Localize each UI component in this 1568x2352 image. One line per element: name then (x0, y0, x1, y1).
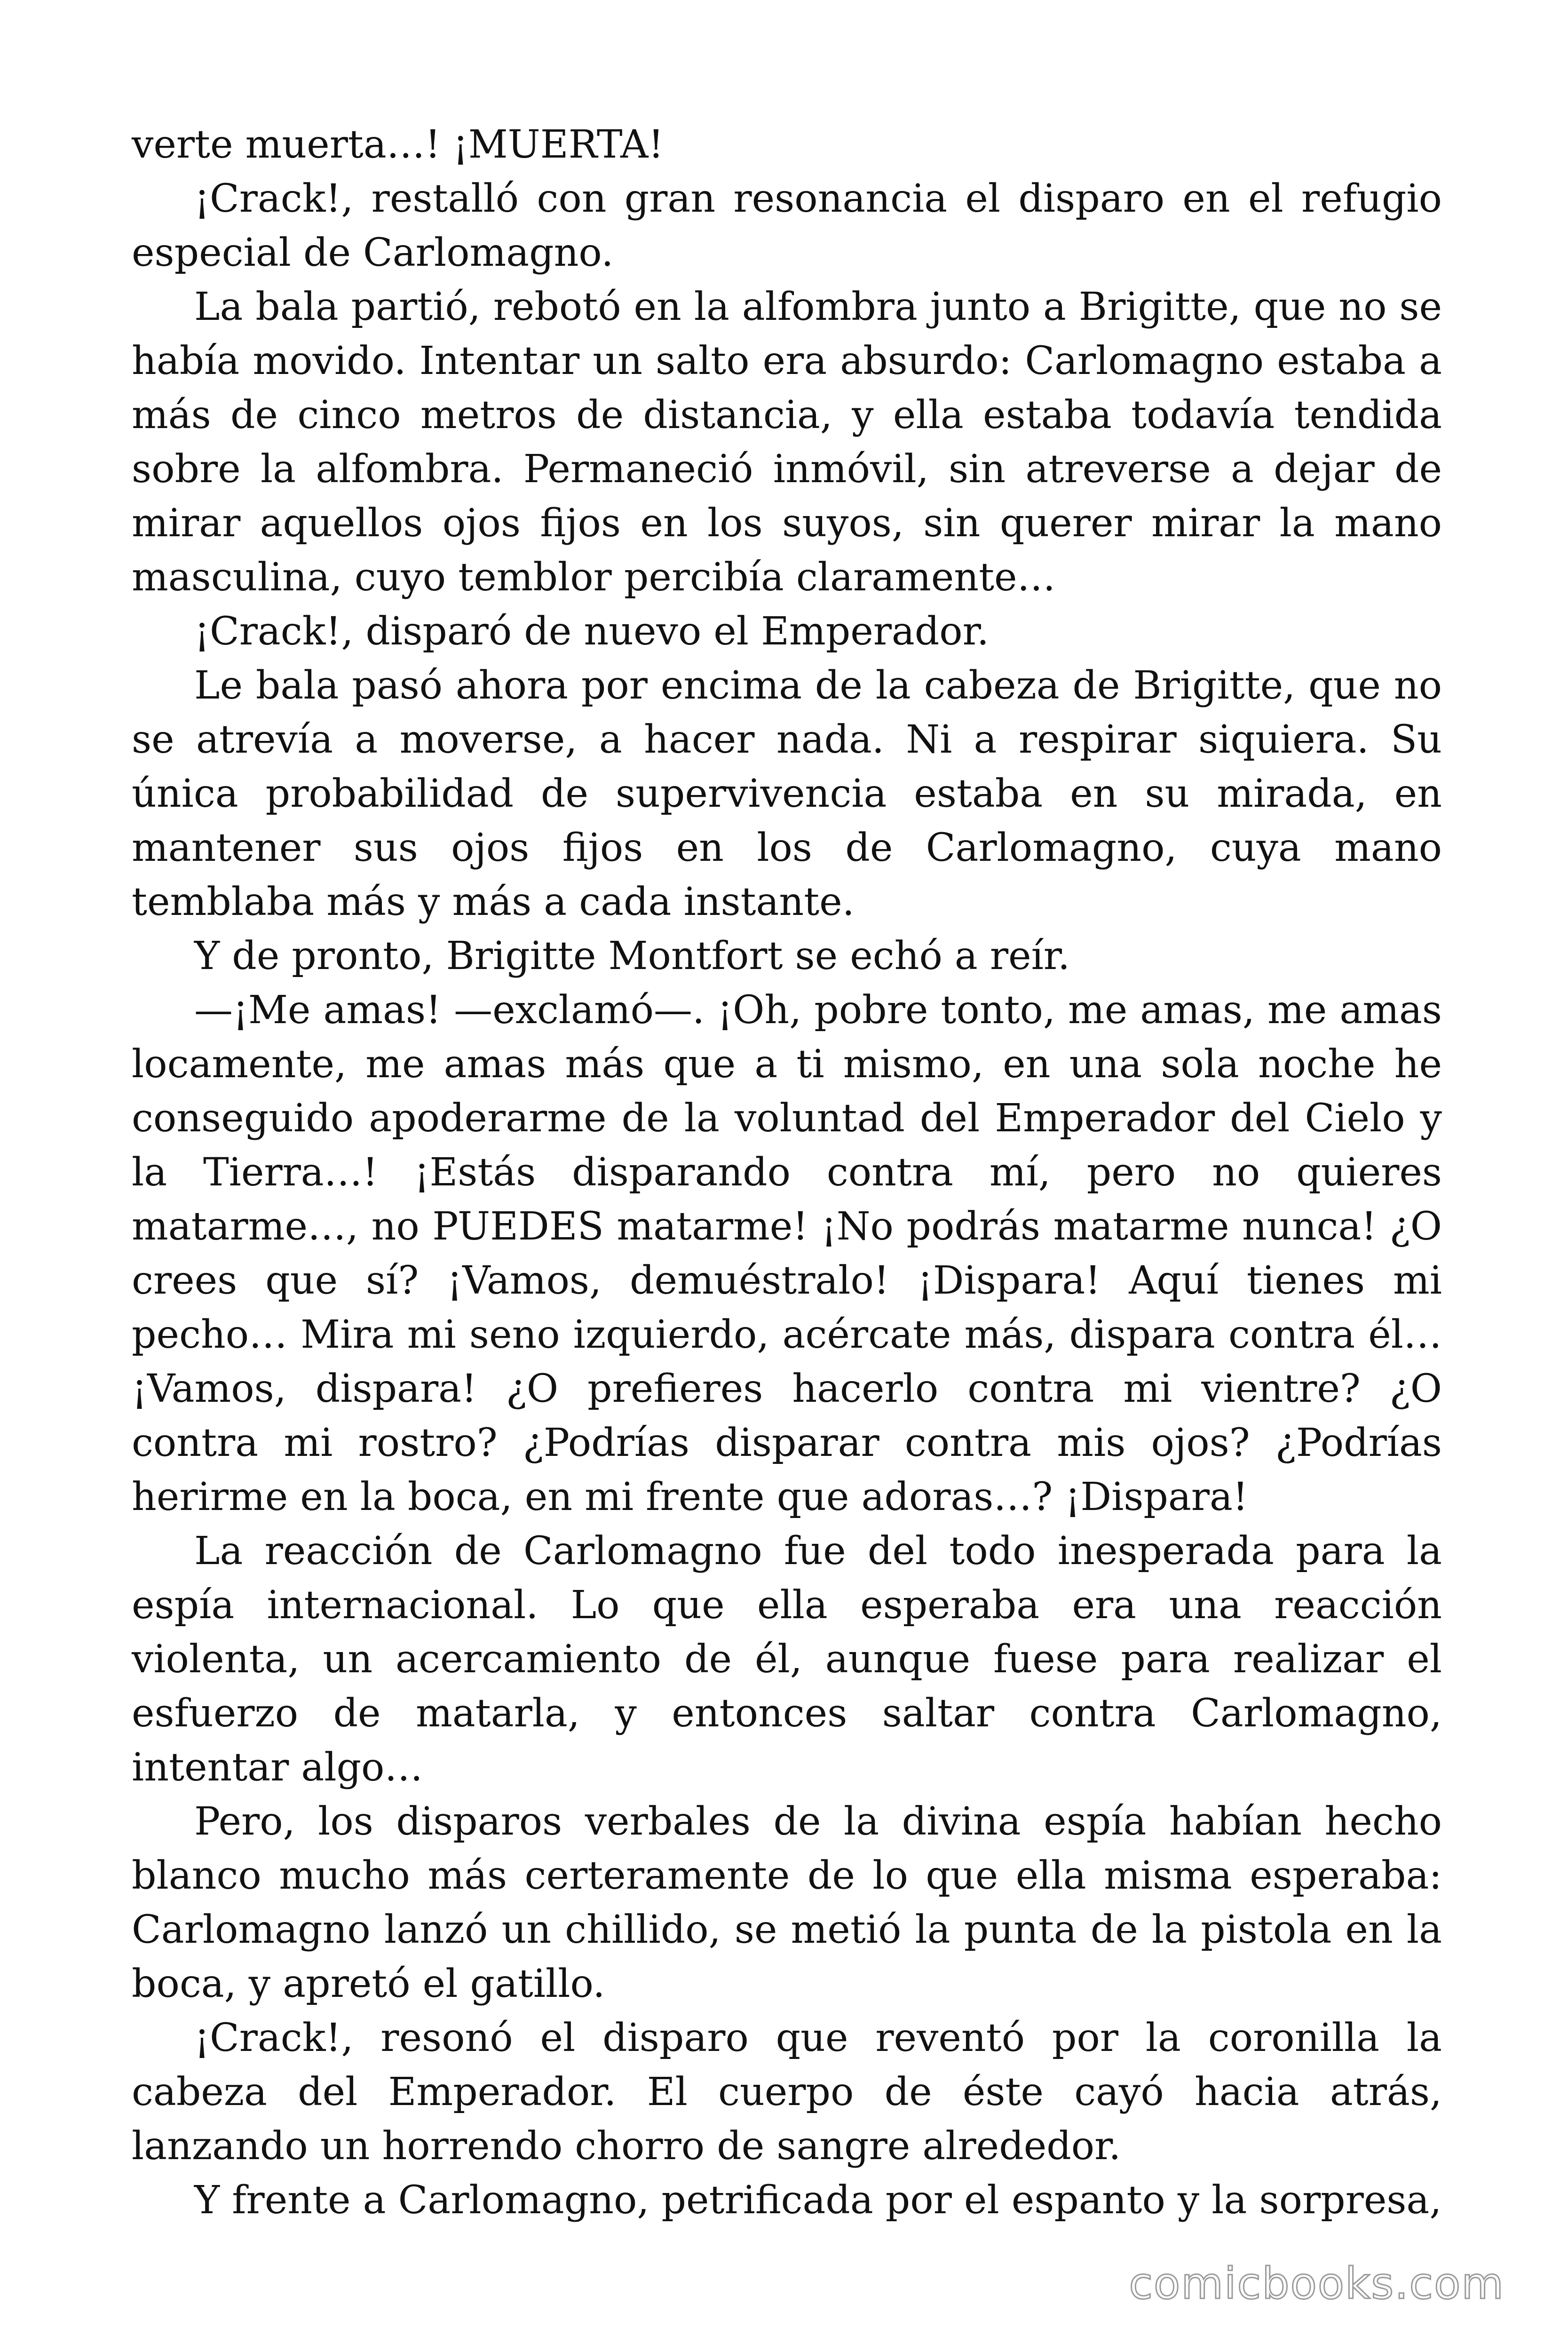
paragraph: —¡Me amas! —exclamó—. ¡Oh, pobre tonto, me amas, me amas locamente, me amas más que a ti mismo, en una sola noche he conseguido apoderarme de la voluntad del Emperador del Cielo y la Tierra…! ¡Estás disparando contra mí, pero no quieres matarme…, no PUEDES matarme! ¡No podrás matarme nunca! ¿O crees que sí? ¡Vamos, demuéstralo! ¡Dispara! Aquí tienes mi pecho… Mira mi seno izquierdo, acércate más, dispara contra él… ¡Vamos, dispara! ¿O prefieres hacerlo contra mi vientre? ¿O contra mi rostro? ¿Podrías disparar contra mis ojos? ¿Podrías herirme en la boca, en mi frente que adoras…? ¡Dispara! (132, 988, 1442, 1519)
paragraph: ¡Crack!, resonó el disparo que reventó por la coronilla la cabeza del Emperador. El cuerpo de éste cayó hacia atrás, lanzando un horrendo chorro de sangre alrededor. (132, 2016, 1442, 2169)
paragraph: La bala partió, rebotó en la alfombra junto a Brigitte, que no se había movido. Intentar un salto era absurdo: Carlomagno estaba a más de cinco metros de distancia, y ella estaba todavía tendida sobre la alfombra. Permaneció inmóvil, sin atreverse a dejar de mirar aquellos ojos fijos en los suyos, sin querer mirar la mano masculina, cuyo temblor percibía claramente… (132, 285, 1442, 600)
paragraph: Y frente a Carlomagno, petrificada por el espanto y la sorpresa, (194, 2178, 1442, 2223)
paragraph: ¡Crack!, restalló con gran resonancia el disparo en el refugio especial de Carlomagno. (132, 176, 1442, 275)
page-text (132, 118, 1442, 2227)
paragraph: ¡Crack!, disparó de nuevo el Emperador. (194, 609, 989, 654)
paragraph: Le bala pasó ahora por encima de la cabeza de Brigitte, que no se atrevía a moverse, a hacer nada. Ni a respirar siquiera. Su única probabilidad de supervivencia estaba en su mirada, en mantener sus ojos fijos en los de Carlomagno, cuya mano temblaba más y más a cada instante. (132, 663, 1442, 924)
paragraph: Y de pronto, Brigitte Montfort se echó a reír. (194, 934, 1070, 978)
paragraph: Pero, los disparos verbales de la divina espía habían hecho blanco mucho más certeramente de lo que ella misma esperaba: Carlomagno lanzó un chillido, se metió la punta de la pistola en la boca, y apretó el gatillo. (132, 1799, 1442, 2006)
paragraph: La reacción de Carlomagno fue del todo inesperada para la espía internacional. Lo que ella esperaba era una reacción violenta, un acercamiento de él, aunque fuese para realizar el esfuerzo de matarla, y entonces saltar contra Carlomagno, intentar algo… (132, 1529, 1442, 1790)
watermark: comicbooks.com (1129, 2258, 1505, 2309)
paragraph: verte muerta…! ¡MUERTA! (132, 122, 664, 167)
